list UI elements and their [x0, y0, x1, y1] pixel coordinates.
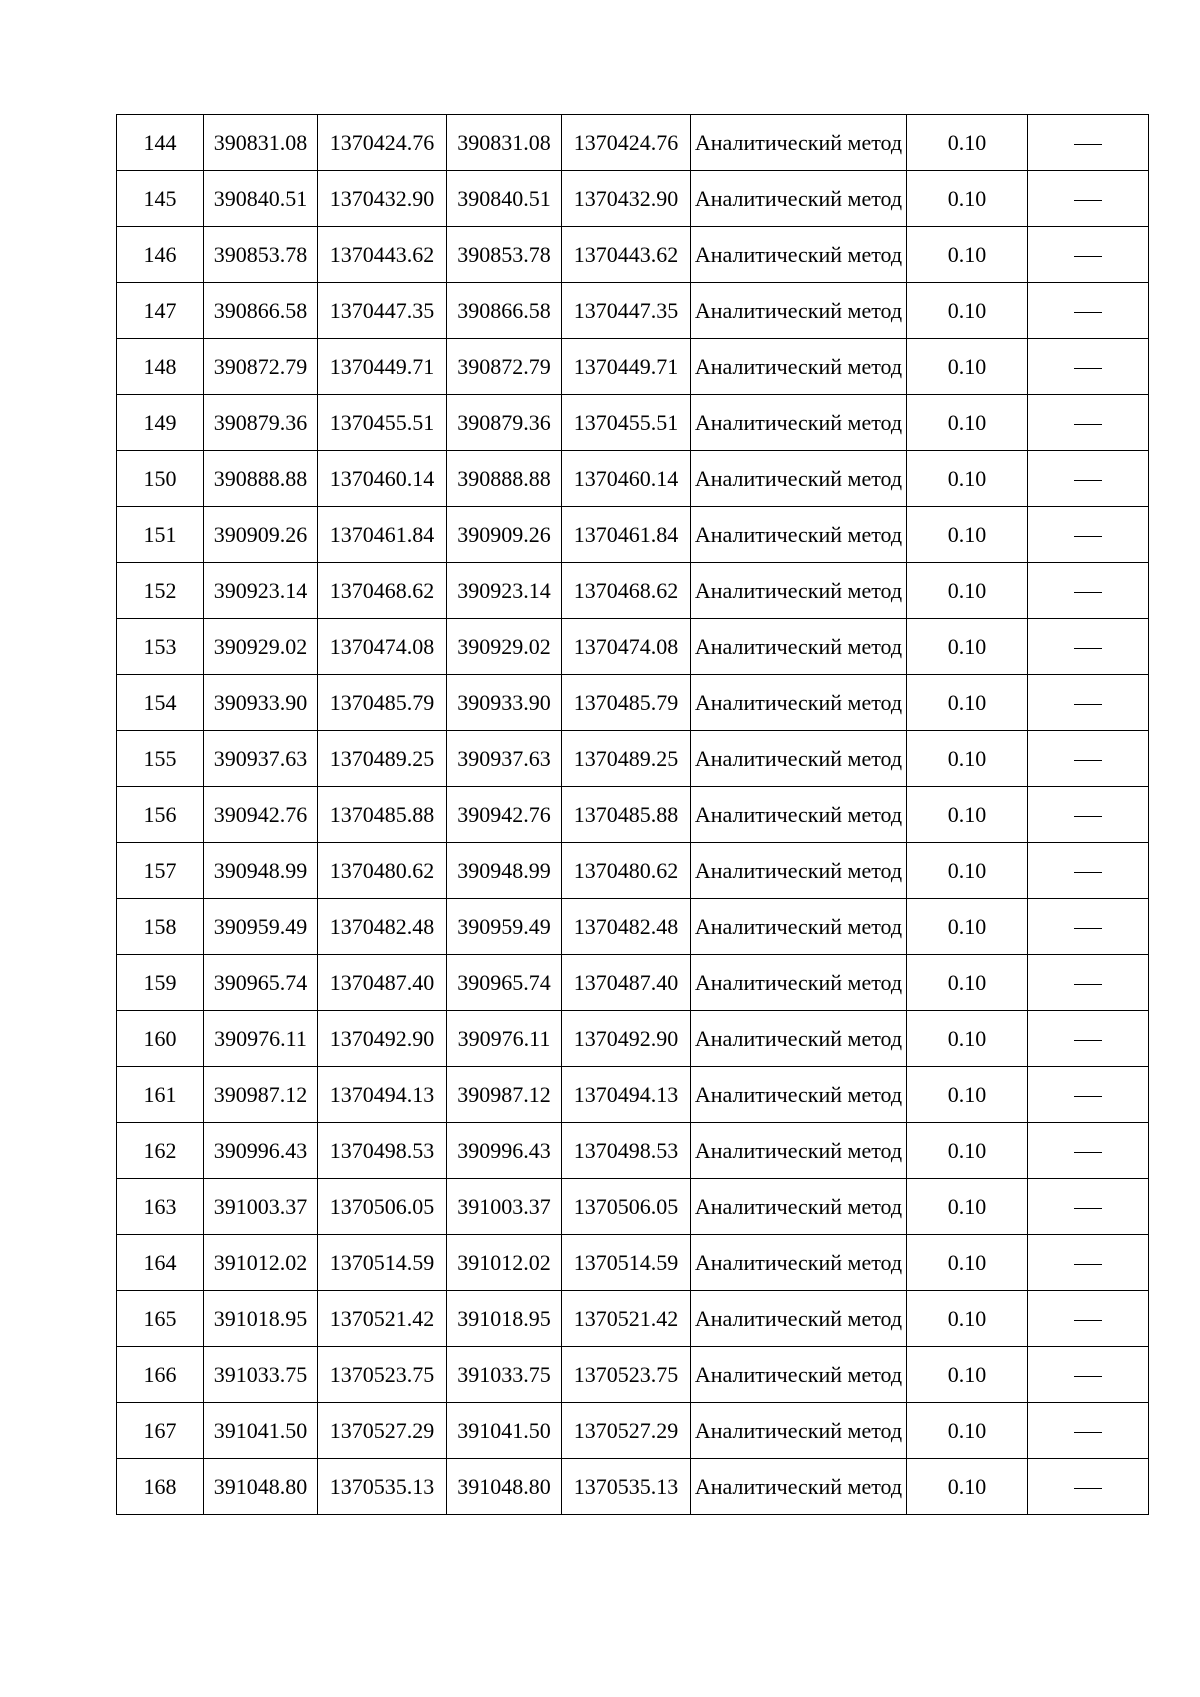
y-coordinate-new-cell: 1370480.62: [562, 843, 691, 899]
y-coordinate-cell: 1370474.08: [318, 619, 447, 675]
table-row: [117, 451, 1149, 507]
point-number-cell: 164: [117, 1235, 204, 1291]
note-cell: [1028, 843, 1149, 899]
x-coordinate-new-cell: 390933.90: [447, 675, 562, 731]
method-cell: Аналитический метод: [691, 451, 907, 507]
method-cell: Аналитический метод: [691, 1179, 907, 1235]
note-cell: [1028, 1179, 1149, 1235]
table-row: [117, 955, 1149, 1011]
x-coordinate-cell: 390942.76: [204, 787, 318, 843]
x-coordinate-cell: 390959.49: [204, 899, 318, 955]
x-coordinate-cell: 390840.51: [204, 171, 318, 227]
y-coordinate-new-cell: 1370498.53: [562, 1123, 691, 1179]
y-coordinate-new-cell: 1370523.75: [562, 1347, 691, 1403]
dash-mark: [1074, 1152, 1102, 1153]
method-cell: Аналитический метод: [691, 731, 907, 787]
accuracy-cell: 0.10: [907, 507, 1028, 563]
x-coordinate-new-cell: 390831.08: [447, 115, 562, 171]
note-cell: [1028, 283, 1149, 339]
y-coordinate-cell: 1370468.62: [318, 563, 447, 619]
note-cell: [1028, 227, 1149, 283]
point-number-cell: 154: [117, 675, 204, 731]
y-coordinate-cell: 1370482.48: [318, 899, 447, 955]
x-coordinate-new-cell: 390937.63: [447, 731, 562, 787]
method-cell: Аналитический метод: [691, 227, 907, 283]
x-coordinate-new-cell: 391048.80: [447, 1459, 562, 1515]
y-coordinate-cell: 1370485.88: [318, 787, 447, 843]
dash-mark: [1074, 816, 1102, 817]
dash-mark: [1074, 480, 1102, 481]
dash-mark: [1074, 1432, 1102, 1433]
y-coordinate-new-cell: 1370521.42: [562, 1291, 691, 1347]
x-coordinate-cell: 391048.80: [204, 1459, 318, 1515]
y-coordinate-new-cell: 1370443.62: [562, 227, 691, 283]
accuracy-cell: 0.10: [907, 1403, 1028, 1459]
x-coordinate-new-cell: 390866.58: [447, 283, 562, 339]
y-coordinate-new-cell: 1370485.88: [562, 787, 691, 843]
x-coordinate-cell: 390923.14: [204, 563, 318, 619]
table-row: [117, 899, 1149, 955]
y-coordinate-cell: 1370424.76: [318, 115, 447, 171]
point-number-cell: 144: [117, 115, 204, 171]
y-coordinate-new-cell: 1370487.40: [562, 955, 691, 1011]
method-cell: Аналитический метод: [691, 1459, 907, 1515]
dash-mark: [1074, 648, 1102, 649]
table-row: [117, 563, 1149, 619]
coordinates-table-body: [117, 115, 1149, 1515]
note-cell: [1028, 787, 1149, 843]
table-row: [117, 283, 1149, 339]
y-coordinate-cell: 1370449.71: [318, 339, 447, 395]
y-coordinate-cell: 1370514.59: [318, 1235, 447, 1291]
accuracy-cell: 0.10: [907, 115, 1028, 171]
point-number-cell: 148: [117, 339, 204, 395]
y-coordinate-cell: 1370494.13: [318, 1067, 447, 1123]
note-cell: [1028, 395, 1149, 451]
point-number-cell: 159: [117, 955, 204, 1011]
point-number-cell: 163: [117, 1179, 204, 1235]
method-cell: Аналитический метод: [691, 115, 907, 171]
dash-mark: [1074, 200, 1102, 201]
point-number-cell: 160: [117, 1011, 204, 1067]
x-coordinate-new-cell: 391012.02: [447, 1235, 562, 1291]
table-row: [117, 507, 1149, 563]
x-coordinate-cell: 391012.02: [204, 1235, 318, 1291]
accuracy-cell: 0.10: [907, 787, 1028, 843]
x-coordinate-cell: 391003.37: [204, 1179, 318, 1235]
table-row: [117, 171, 1149, 227]
accuracy-cell: 0.10: [907, 339, 1028, 395]
accuracy-cell: 0.10: [907, 899, 1028, 955]
x-coordinate-cell: 391041.50: [204, 1403, 318, 1459]
dash-mark: [1074, 1040, 1102, 1041]
accuracy-cell: 0.10: [907, 731, 1028, 787]
table-row: [117, 227, 1149, 283]
y-coordinate-cell: 1370492.90: [318, 1011, 447, 1067]
note-cell: [1028, 171, 1149, 227]
point-number-cell: 166: [117, 1347, 204, 1403]
y-coordinate-new-cell: 1370449.71: [562, 339, 691, 395]
table-row: [117, 115, 1149, 171]
note-cell: [1028, 619, 1149, 675]
y-coordinate-new-cell: 1370432.90: [562, 171, 691, 227]
y-coordinate-cell: 1370487.40: [318, 955, 447, 1011]
x-coordinate-new-cell: 391003.37: [447, 1179, 562, 1235]
y-coordinate-new-cell: 1370468.62: [562, 563, 691, 619]
x-coordinate-cell: 390948.99: [204, 843, 318, 899]
method-cell: Аналитический метод: [691, 339, 907, 395]
method-cell: Аналитический метод: [691, 507, 907, 563]
table-row: [117, 1235, 1149, 1291]
table-row: [117, 1347, 1149, 1403]
note-cell: [1028, 1347, 1149, 1403]
x-coordinate-cell: 390866.58: [204, 283, 318, 339]
dash-mark: [1074, 1376, 1102, 1377]
x-coordinate-new-cell: 390879.36: [447, 395, 562, 451]
point-number-cell: 168: [117, 1459, 204, 1515]
table-row: [117, 843, 1149, 899]
point-number-cell: 157: [117, 843, 204, 899]
method-cell: Аналитический метод: [691, 1011, 907, 1067]
dash-mark: [1074, 1320, 1102, 1321]
y-coordinate-cell: 1370432.90: [318, 171, 447, 227]
x-coordinate-new-cell: 390959.49: [447, 899, 562, 955]
accuracy-cell: 0.10: [907, 283, 1028, 339]
accuracy-cell: 0.10: [907, 619, 1028, 675]
y-coordinate-cell: 1370460.14: [318, 451, 447, 507]
dash-mark: [1074, 704, 1102, 705]
x-coordinate-cell: 390976.11: [204, 1011, 318, 1067]
y-coordinate-cell: 1370521.42: [318, 1291, 447, 1347]
y-coordinate-new-cell: 1370455.51: [562, 395, 691, 451]
point-number-cell: 146: [117, 227, 204, 283]
y-coordinate-new-cell: 1370489.25: [562, 731, 691, 787]
x-coordinate-cell: 390965.74: [204, 955, 318, 1011]
point-number-cell: 151: [117, 507, 204, 563]
method-cell: Аналитический метод: [691, 1123, 907, 1179]
note-cell: [1028, 339, 1149, 395]
point-number-cell: 153: [117, 619, 204, 675]
y-coordinate-cell: 1370447.35: [318, 283, 447, 339]
table-row: [117, 675, 1149, 731]
x-coordinate-new-cell: 390853.78: [447, 227, 562, 283]
x-coordinate-new-cell: 390888.88: [447, 451, 562, 507]
point-number-cell: 167: [117, 1403, 204, 1459]
method-cell: Аналитический метод: [691, 675, 907, 731]
point-number-cell: 145: [117, 171, 204, 227]
point-number-cell: 162: [117, 1123, 204, 1179]
note-cell: [1028, 451, 1149, 507]
method-cell: Аналитический метод: [691, 283, 907, 339]
accuracy-cell: 0.10: [907, 843, 1028, 899]
dash-mark: [1074, 536, 1102, 537]
y-coordinate-new-cell: 1370506.05: [562, 1179, 691, 1235]
y-coordinate-new-cell: 1370474.08: [562, 619, 691, 675]
x-coordinate-cell: 390987.12: [204, 1067, 318, 1123]
x-coordinate-new-cell: 390996.43: [447, 1123, 562, 1179]
accuracy-cell: 0.10: [907, 1179, 1028, 1235]
table-row: [117, 787, 1149, 843]
note-cell: [1028, 1123, 1149, 1179]
x-coordinate-new-cell: 390872.79: [447, 339, 562, 395]
table-row: [117, 1179, 1149, 1235]
x-coordinate-cell: 390853.78: [204, 227, 318, 283]
y-coordinate-cell: 1370523.75: [318, 1347, 447, 1403]
dash-mark: [1074, 1096, 1102, 1097]
y-coordinate-cell: 1370455.51: [318, 395, 447, 451]
point-number-cell: 150: [117, 451, 204, 507]
x-coordinate-cell: 390929.02: [204, 619, 318, 675]
y-coordinate-new-cell: 1370514.59: [562, 1235, 691, 1291]
y-coordinate-cell: 1370535.13: [318, 1459, 447, 1515]
y-coordinate-new-cell: 1370535.13: [562, 1459, 691, 1515]
x-coordinate-cell: 391018.95: [204, 1291, 318, 1347]
accuracy-cell: 0.10: [907, 1235, 1028, 1291]
x-coordinate-new-cell: 390923.14: [447, 563, 562, 619]
x-coordinate-new-cell: 391018.95: [447, 1291, 562, 1347]
x-coordinate-new-cell: 390942.76: [447, 787, 562, 843]
point-number-cell: 155: [117, 731, 204, 787]
x-coordinate-cell: 391033.75: [204, 1347, 318, 1403]
x-coordinate-new-cell: 390965.74: [447, 955, 562, 1011]
y-coordinate-cell: 1370506.05: [318, 1179, 447, 1235]
x-coordinate-new-cell: 390948.99: [447, 843, 562, 899]
y-coordinate-new-cell: 1370494.13: [562, 1067, 691, 1123]
x-coordinate-cell: 390909.26: [204, 507, 318, 563]
dash-mark: [1074, 984, 1102, 985]
point-number-cell: 156: [117, 787, 204, 843]
note-cell: [1028, 731, 1149, 787]
x-coordinate-new-cell: 390976.11: [447, 1011, 562, 1067]
coordinates-table: [116, 114, 1149, 1515]
accuracy-cell: 0.10: [907, 955, 1028, 1011]
y-coordinate-new-cell: 1370460.14: [562, 451, 691, 507]
dash-mark: [1074, 1208, 1102, 1209]
x-coordinate-cell: 390937.63: [204, 731, 318, 787]
dash-mark: [1074, 1264, 1102, 1265]
dash-mark: [1074, 1488, 1102, 1489]
method-cell: Аналитический метод: [691, 1347, 907, 1403]
dash-mark: [1074, 928, 1102, 929]
dash-mark: [1074, 256, 1102, 257]
dash-mark: [1074, 312, 1102, 313]
note-cell: [1028, 1011, 1149, 1067]
table-row: [117, 395, 1149, 451]
table-row: [117, 619, 1149, 675]
method-cell: Аналитический метод: [691, 619, 907, 675]
method-cell: Аналитический метод: [691, 787, 907, 843]
dash-mark: [1074, 872, 1102, 873]
y-coordinate-cell: 1370498.53: [318, 1123, 447, 1179]
y-coordinate-cell: 1370527.29: [318, 1403, 447, 1459]
note-cell: [1028, 1459, 1149, 1515]
x-coordinate-new-cell: 391033.75: [447, 1347, 562, 1403]
point-number-cell: 152: [117, 563, 204, 619]
note-cell: [1028, 563, 1149, 619]
point-number-cell: 165: [117, 1291, 204, 1347]
dash-mark: [1074, 368, 1102, 369]
y-coordinate-cell: 1370443.62: [318, 227, 447, 283]
dash-mark: [1074, 144, 1102, 145]
x-coordinate-cell: 390888.88: [204, 451, 318, 507]
method-cell: Аналитический метод: [691, 171, 907, 227]
y-coordinate-cell: 1370489.25: [318, 731, 447, 787]
y-coordinate-new-cell: 1370447.35: [562, 283, 691, 339]
y-coordinate-new-cell: 1370461.84: [562, 507, 691, 563]
note-cell: [1028, 1235, 1149, 1291]
x-coordinate-new-cell: 390840.51: [447, 171, 562, 227]
point-number-cell: 161: [117, 1067, 204, 1123]
y-coordinate-cell: 1370485.79: [318, 675, 447, 731]
note-cell: [1028, 675, 1149, 731]
x-coordinate-new-cell: 391041.50: [447, 1403, 562, 1459]
note-cell: [1028, 955, 1149, 1011]
dash-mark: [1074, 592, 1102, 593]
accuracy-cell: 0.10: [907, 451, 1028, 507]
note-cell: [1028, 1403, 1149, 1459]
accuracy-cell: 0.10: [907, 395, 1028, 451]
table-row: [117, 1459, 1149, 1515]
accuracy-cell: 0.10: [907, 1291, 1028, 1347]
table-row: [117, 1067, 1149, 1123]
method-cell: Аналитический метод: [691, 899, 907, 955]
method-cell: Аналитический метод: [691, 1235, 907, 1291]
table-row: [117, 1123, 1149, 1179]
note-cell: [1028, 1067, 1149, 1123]
method-cell: Аналитический метод: [691, 563, 907, 619]
x-coordinate-cell: 390831.08: [204, 115, 318, 171]
table-row: [117, 1403, 1149, 1459]
method-cell: Аналитический метод: [691, 1067, 907, 1123]
accuracy-cell: 0.10: [907, 1123, 1028, 1179]
x-coordinate-cell: 390996.43: [204, 1123, 318, 1179]
x-coordinate-new-cell: 390929.02: [447, 619, 562, 675]
point-number-cell: 158: [117, 899, 204, 955]
method-cell: Аналитический метод: [691, 955, 907, 1011]
y-coordinate-cell: 1370480.62: [318, 843, 447, 899]
y-coordinate-new-cell: 1370492.90: [562, 1011, 691, 1067]
table-row: [117, 1291, 1149, 1347]
y-coordinate-new-cell: 1370527.29: [562, 1403, 691, 1459]
x-coordinate-cell: 390933.90: [204, 675, 318, 731]
y-coordinate-new-cell: 1370485.79: [562, 675, 691, 731]
table-row: [117, 731, 1149, 787]
y-coordinate-new-cell: 1370482.48: [562, 899, 691, 955]
accuracy-cell: 0.10: [907, 171, 1028, 227]
y-coordinate-cell: 1370461.84: [318, 507, 447, 563]
x-coordinate-cell: 390872.79: [204, 339, 318, 395]
accuracy-cell: 0.10: [907, 1347, 1028, 1403]
accuracy-cell: 0.10: [907, 563, 1028, 619]
point-number-cell: 149: [117, 395, 204, 451]
method-cell: Аналитический метод: [691, 1403, 907, 1459]
x-coordinate-cell: 390879.36: [204, 395, 318, 451]
note-cell: [1028, 507, 1149, 563]
x-coordinate-new-cell: 390987.12: [447, 1067, 562, 1123]
accuracy-cell: 0.10: [907, 1459, 1028, 1515]
accuracy-cell: 0.10: [907, 675, 1028, 731]
method-cell: Аналитический метод: [691, 395, 907, 451]
method-cell: Аналитический метод: [691, 1291, 907, 1347]
table-row: [117, 1011, 1149, 1067]
y-coordinate-new-cell: 1370424.76: [562, 115, 691, 171]
note-cell: [1028, 115, 1149, 171]
accuracy-cell: 0.10: [907, 1011, 1028, 1067]
accuracy-cell: 0.10: [907, 227, 1028, 283]
dash-mark: [1074, 424, 1102, 425]
table-row: [117, 339, 1149, 395]
method-cell: Аналитический метод: [691, 843, 907, 899]
dash-mark: [1074, 760, 1102, 761]
x-coordinate-new-cell: 390909.26: [447, 507, 562, 563]
point-number-cell: 147: [117, 283, 204, 339]
note-cell: [1028, 899, 1149, 955]
note-cell: [1028, 1291, 1149, 1347]
accuracy-cell: 0.10: [907, 1067, 1028, 1123]
